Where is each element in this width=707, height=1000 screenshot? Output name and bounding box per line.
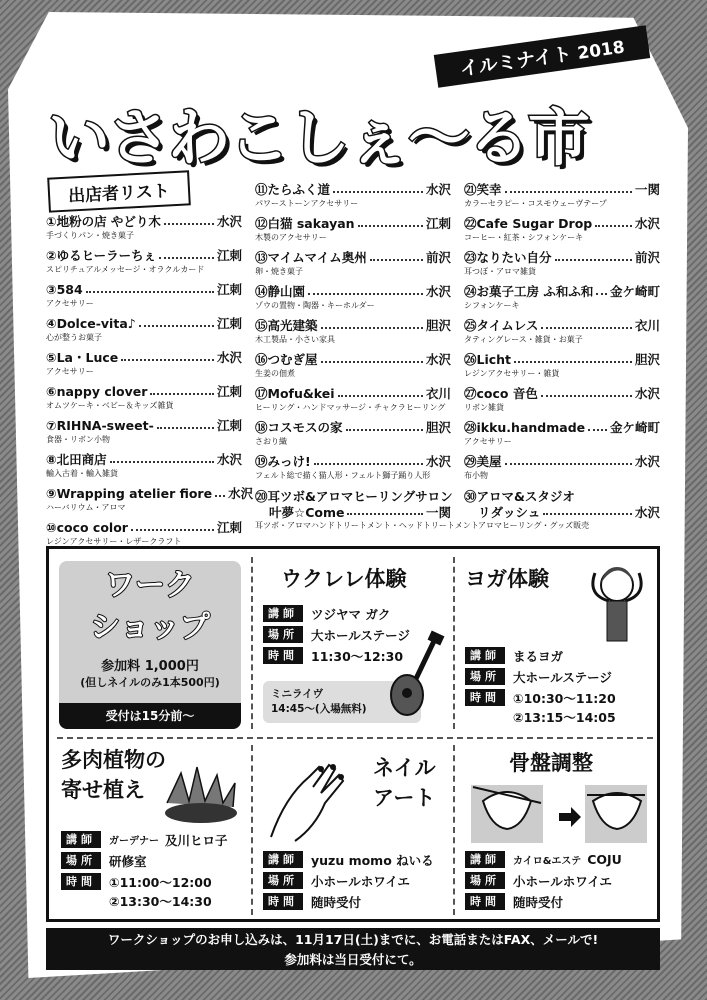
yoga-teacher: まるヨガ [513,648,564,664]
shop-location: 金ケ崎町 [609,284,660,299]
workshop-summary [59,561,241,729]
list-item-shop [464,318,660,350]
shop-description: リボン雑貨 [464,403,504,412]
list-item-shop [255,182,451,214]
shop-location: 江刺 [216,282,242,297]
nail-title [373,753,436,813]
place-label: 場所 [465,872,505,889]
shop-description: 木製のアクセサリー [255,233,327,242]
shop-name: ⑮高光建築 [255,318,318,333]
yoga-place: 大ホールステージ [513,669,612,685]
shop-description: 耳ツボ・アロマハンドトリートメント・ヘッドトリートメント [255,521,479,530]
nail-title-1: ネイル [373,756,436,780]
time-label: 時間 [61,873,101,890]
list-item-shop [255,386,451,418]
shop-location: 水沢 [425,352,451,367]
list-item-shop [464,250,660,282]
shop-description: 手づくりパン・焼き菓子 [46,231,134,240]
shop-description: カラーセラピー・コスモウェーヴテープ [464,199,607,208]
place-label: 場所 [465,668,505,685]
succulent-place: 研修室 [109,853,147,869]
leader-dots [86,282,214,293]
shop-name: ㉕タイムレス [464,318,539,333]
shop-name: ㉓なりたい自分 [464,250,552,265]
list-item-shop [255,284,451,316]
shop-location: 前沢 [634,250,660,265]
shop-location: 水沢 [634,505,660,520]
shop-location: 水沢 [634,216,660,231]
shop-description: フェルト総で描く猫人形・フェルト獅子踊り人形 [255,471,431,480]
event-banner [434,25,651,87]
shop-description: スピリチュアルメッセージ・オラクルカード [46,265,205,274]
workshop-fee: 参加料 1,000円 [101,659,199,674]
leader-dots [321,318,423,329]
shop-location: 水沢 [228,486,254,501]
leader-dots [333,182,423,193]
list-item-shop [464,420,660,452]
shop-description: 心が整うお菓子 [46,333,102,342]
shop-name: ⑬マイムマイム奥州 [255,250,367,265]
yoga-info [465,645,616,727]
shop-location: 胆沢 [425,420,451,435]
shop-name: ⑪たらふく道 [255,182,331,197]
shop-name: ⑭静山園 [255,284,306,299]
shop-name: ④Dolce-vita♪ [46,316,136,331]
shop-location: 一関 [634,182,660,197]
header [40,18,680,174]
leader-dots [314,454,423,465]
shop-location: 水沢 [425,182,451,197]
list-item-shop-30 [464,489,660,533]
leader-dots [150,384,214,395]
leader-dots [157,418,214,429]
leader-dots [588,420,607,431]
shop-location: 胆沢 [634,352,660,367]
shop-name: ⑫白猫 sakayan [255,216,355,231]
leader-dots [159,248,214,259]
teacher-label: 講師 [465,647,505,664]
shop-description: ヒーリング・ハンドマッサージ・チャクラヒーリング [255,403,446,412]
shop-location: 水沢 [425,454,451,469]
shop-description: 食器・リボン小物 [46,435,110,444]
page-title: いさわこしぇ～る市 [48,101,589,174]
shop-name: ⑦RIHNA-sweet- [46,418,154,433]
pelvis-place: 小ホールホワイエ [513,873,612,889]
shop-name: ⑩coco color [46,520,128,535]
succulent-plant-icon [161,763,245,825]
shop-description: アロマヒーリング・グッズ販売 [478,521,590,530]
shop-name-line2: 叶夢☆Come [269,505,345,520]
shop-description: 布小物 [464,471,488,480]
shop-name: ㉖Licht [464,352,512,367]
shop-name: ②ゆるヒーラーちぇ [46,248,157,263]
teacher-label: 講師 [61,831,101,848]
list-item-shop [464,386,660,418]
place-label: 場所 [263,872,303,889]
teacher-label: 講師 [263,605,303,622]
shop-location: 江刺 [216,248,242,263]
shop-description: シフォンケーキ [464,301,520,310]
succulent-time-1: ①11:00～12:00 [109,874,212,890]
leader-dots [121,350,214,361]
shop-description: 輸入古着・輸入雑貨 [46,469,118,478]
leader-dots [555,250,632,261]
time-label: 時間 [263,647,303,664]
list-item-shop [46,282,242,314]
leader-dots [541,386,632,397]
ukulele-place: 大ホールステージ [311,627,410,643]
shop-name: ⑲みっけ! [255,454,311,469]
shop-location: 衣川 [634,318,660,333]
footer-notice [46,928,660,970]
teacher-label: 講師 [263,851,303,868]
shop-location: 衣川 [425,386,451,401]
shop-description: 生姜の佃煮 [255,369,295,378]
nail-teacher: yuzu momo ねいる [311,852,434,868]
ukulele-icon [387,633,449,725]
list-item-shop-20 [255,489,479,533]
shop-location: 水沢 [216,350,242,365]
list-item-shop [46,248,242,280]
shop-location: 江刺 [425,216,451,231]
shop-location: 一関 [425,505,451,520]
leader-dots [110,452,214,463]
leader-dots [346,420,423,431]
shop-name: ㉗coco 音色 [464,386,538,401]
shop-description: アクセサリー [464,437,512,446]
list-item-shop [464,216,660,248]
leader-dots [308,284,423,295]
nail-info [263,849,434,912]
list-item-shop [46,350,242,382]
shop-location: 水沢 [425,284,451,299]
banner-year: 2018 [576,37,626,64]
nail-place: 小ホールホワイエ [311,873,410,889]
workshop-reception: 受付は15分前～ [59,703,241,729]
ukulele-time: 11:30～12:30 [311,648,404,664]
footer-line-1: ワークショップのお申し込みは、11月17日(土)までに、お電話またはFAX、メールで! [107,932,599,947]
leader-dots [596,284,607,295]
pelvis-teacher-prefix: カイロ&エステ [513,856,582,867]
leader-dots [358,216,423,227]
list-item-shop [464,284,660,316]
leader-dots [505,454,632,465]
list-item-shop [255,216,451,248]
shop-name: ㉑笑幸 [464,182,502,197]
leader-dots [139,316,214,327]
list-item-shop [46,486,254,518]
list-item-shop [46,214,242,246]
leader-dots [164,214,214,225]
yoga-woman-icon [579,555,655,645]
list-item-shop [255,250,451,282]
leader-dots [321,352,423,363]
nail-title-2: アート [373,786,436,810]
shop-description: ハーバリウム・アロマ [46,503,126,512]
list-item-shop [255,318,451,350]
shop-name: ㉚アロマ&スタジオ [464,489,575,504]
shop-description: 耳つぼ・アロマ雑貨 [464,267,536,276]
shop-name: ⑤La・Luce [46,350,119,365]
succulent-title-2: 寄せ植え [61,778,145,802]
list-item-shop [464,352,660,384]
shop-description: レジンアクセサリー・雑貨 [464,369,560,378]
shop-location: 江刺 [216,520,242,535]
succulent-info [61,829,228,911]
shop-name-line2: リダッシュ [478,505,541,520]
shop-location: 江刺 [216,418,242,433]
shop-location: 水沢 [216,452,242,467]
shop-name: ㉙美屋 [464,454,502,469]
shop-name: ⑯つむぎ屋 [255,352,318,367]
list-item-shop [464,454,660,486]
pelvis-title: 骨盤調整 [509,751,593,775]
teacher-label: 講師 [465,851,505,868]
leader-dots [370,250,423,261]
workshop-fee-note: (但しネイルのみ1本500円) [80,676,220,689]
leader-dots [595,216,632,227]
time-label: 時間 [263,893,303,910]
shop-name: ⑥nappy clover [46,384,148,399]
time-label: 時間 [465,893,505,910]
shop-name: ⑱コスモスの家 [255,420,343,435]
list-item-shop [46,452,242,484]
list-item-shop [46,316,242,348]
shop-description: パワーストーンアクセサリー [255,199,359,208]
list-item-shop [255,352,451,384]
leader-dots [131,520,214,531]
shop-name: ⑧北田商店 [46,452,107,467]
shop-description: 卵・焼き菓子 [255,267,303,276]
succulent-title-1: 多肉植物の [61,748,166,772]
workshop-box [46,546,660,922]
shop-location: 水沢 [634,454,660,469]
shop-description: アクセサリー [46,299,94,308]
shop-location: 水沢 [634,386,660,401]
ukulele-teacher: ツジヤマ ガク [311,606,391,622]
leader-dots [541,318,632,329]
succulent-teacher-prefix: ガーデナー [109,836,159,847]
yoga-time-1: ①10:30～11:20 [513,690,616,706]
mini-live-title: ミニライヴ [271,688,324,700]
shop-description: ゾウの置物・陶器・キーホルダー [255,301,375,310]
mini-live-time: 14:45～(入場無料) [271,703,367,715]
workshop-title-1: ワーク [105,568,195,603]
leader-dots [215,486,225,497]
succulent-time-2: ②13:30～14:30 [109,894,212,909]
pelvis-teacher: COJU [587,852,622,867]
shop-location: 江刺 [216,316,242,331]
shop-name: ③584 [46,282,83,297]
shop-location: 胆沢 [425,318,451,333]
pelvis-info [465,849,622,912]
shop-description: さおり織 [255,437,287,446]
list-item-shop [255,454,451,486]
workshop-title-2: ショップ [90,610,210,645]
leader-dots [338,386,423,397]
shop-description: タティングレース・雑貨・お菓子 [464,335,583,344]
shop-location: 江刺 [216,384,242,399]
leader-dots [514,352,632,363]
shop-description: アクセサリー [46,367,94,376]
list-item-shop [46,384,242,416]
ukulele-title: ウクレレ体験 [281,567,407,591]
time-label: 時間 [465,689,505,706]
banner-text: イルミナイト [458,42,574,81]
shop-name: ⑳耳ツボ&アロマヒーリングサロン [255,489,453,504]
shop-location: 金ケ崎町 [609,420,660,435]
pelvis-illustration-icon [467,777,651,847]
shop-name: ㉒Cafe Sugar Drop [464,216,593,231]
place-label: 場所 [263,626,303,643]
pelvis-time: 随時受付 [513,894,564,910]
yoga-time-2: ②13:15～14:05 [513,710,616,725]
succulent-teacher: 及川ヒロ子 [165,832,228,848]
shop-description: 木工製品・小さい家具 [255,335,335,344]
shop-description: コーヒー・紅茶・シフォンケーキ [464,233,584,242]
list-item-shop [464,182,660,214]
shop-location: 前沢 [425,250,451,265]
leader-dots [505,182,632,193]
place-label: 場所 [61,852,101,869]
shop-name: ㉔お菓子工房 ふ和ふ和 [464,284,594,299]
yoga-title: ヨガ体験 [465,567,549,591]
shop-name: ⑰Mofu&kei [255,386,335,401]
shop-name: ㉘ikku.handmade [464,420,586,435]
list-item-shop [46,418,242,450]
nail-time: 随時受付 [311,894,362,910]
shop-description: オムツケーキ・ベビー＆キッズ雑貨 [46,401,174,410]
succulent-title [61,745,166,805]
shop-name: ①地粉の店 やどり木 [46,214,161,229]
nail-hands-icon [265,747,375,843]
footer-line-2: 参加料は当日受付にて。 [284,952,422,967]
shop-description: レジンアクセサリー・レザークラフト [46,537,182,546]
shop-list-title: 出店者リスト [47,170,190,212]
shop-location: 水沢 [216,214,242,229]
list-item-shop [255,420,451,452]
shop-name: ⑨Wrapping atelier fiore [46,486,213,501]
